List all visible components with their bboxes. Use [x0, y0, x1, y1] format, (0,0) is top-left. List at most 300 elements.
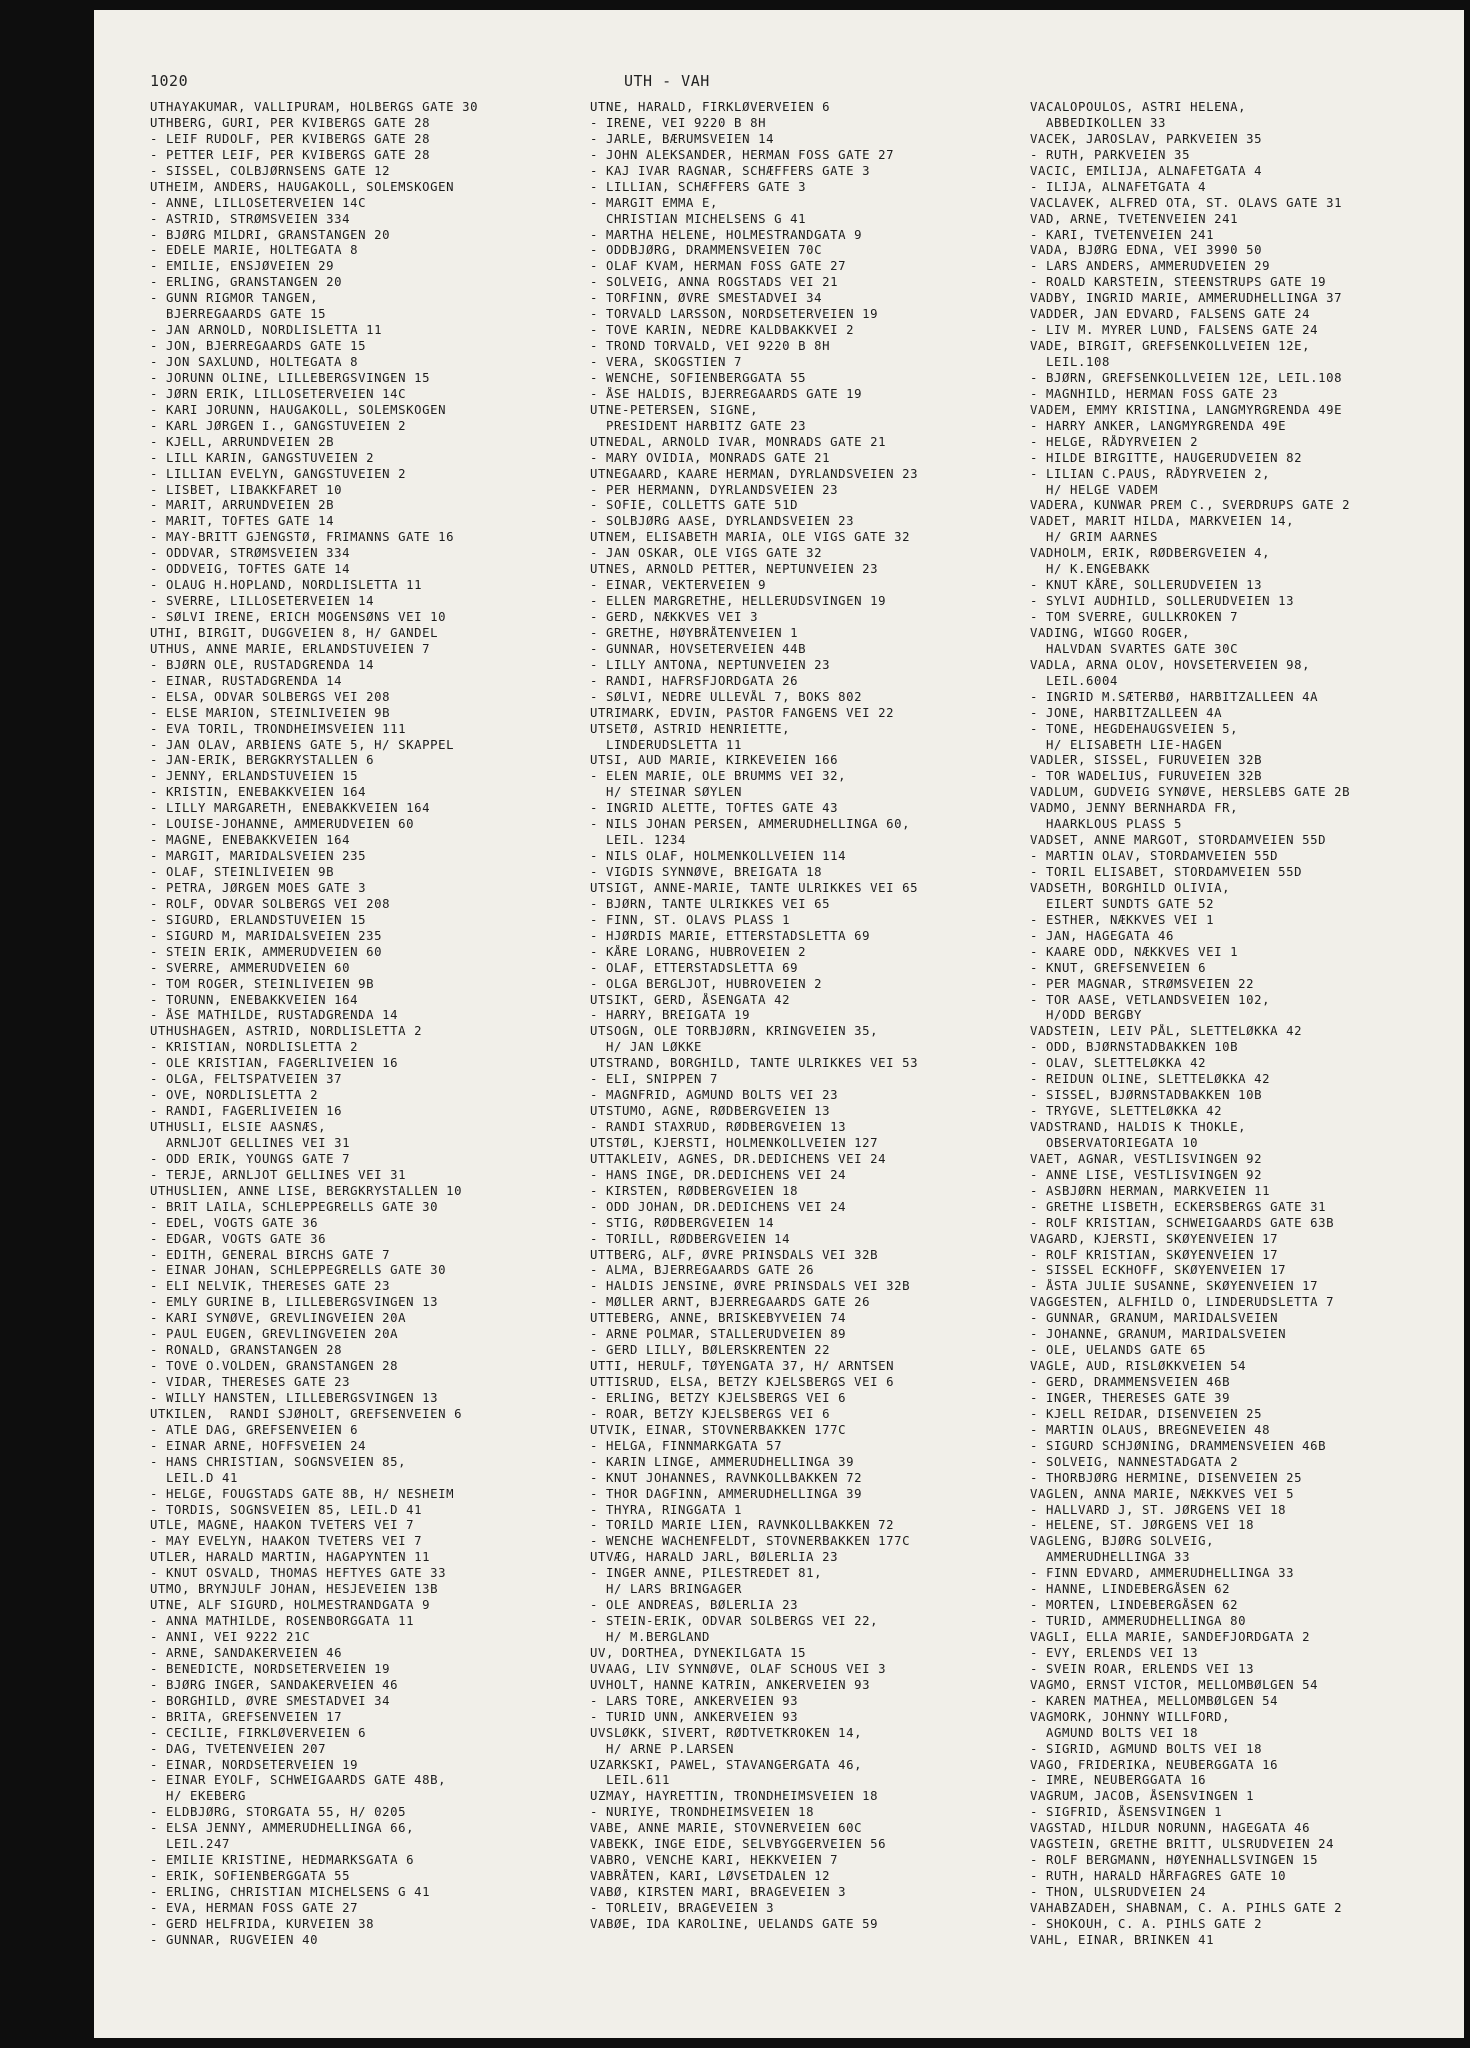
directory-entry: - HJØRDIS MARIE, ETTERSTADSLETTA 69 — [590, 928, 871, 943]
directory-entry: UTNEGAARD, KAARE HERMAN, DYRLANDSVEIEN 23 — [590, 466, 919, 481]
directory-entry: - GRETHE, HØYBRÅTENVEIEN 1 — [590, 625, 799, 640]
directory-entry: - OLE KRISTIAN, FAGERLIVEIEN 16 — [150, 1056, 399, 1071]
directory-entry: - BJØRN OLE, RUSTADGRENDA 14 — [150, 657, 375, 672]
directory-entry: - INGER, THERESES GATE 39 — [1030, 1390, 1231, 1405]
directory-entry: - SISSEL, BJØRNSTADBAKKEN 10B — [1030, 1088, 1263, 1103]
directory-entry: UZARKSKI, PAWEL, STAVANGERGATA 46, — [590, 1757, 863, 1772]
directory-entry: UVHOLT, HANNE KATRIN, ANKERVEIEN 93 — [590, 1677, 871, 1692]
directory-entry: - ANNI, VEI 9222 21C — [150, 1630, 311, 1644]
directory-entry: VAGGESTEN, ALFHILD O, LINDERUDSLETTA 7 — [1030, 1295, 1335, 1310]
directory-entry: - VERA, SKOGSTIEN 7 — [590, 355, 743, 369]
directory-entry: H/ ELISABETH LIE-HAGEN — [1030, 737, 1223, 752]
directory-entry: UTSIKT, GERD, ÅSENGATA 42 — [590, 992, 791, 1007]
directory-entry: - REIDUN OLINE, SLETTELØKKA 42 — [1030, 1072, 1271, 1087]
directory-entry: VADHOLM, ERIK, RØDBERGVEIEN 4, — [1030, 546, 1271, 561]
directory-entry: - EDELE MARIE, HOLTEGATA 8 — [150, 243, 359, 258]
directory-entry: - GERD LILLY, BØLERSKRENTEN 22 — [590, 1343, 831, 1358]
directory-entry: - OLE ANDREAS, BØLERLIA 23 — [590, 1598, 799, 1613]
directory-entry: VADING, WIGGO ROGER, — [1030, 625, 1191, 640]
directory-entry: VACALOPOULOS, ASTRI HELENA, — [1030, 100, 1247, 114]
directory-entry: VAD, ARNE, TVETENVEIEN 241 — [1030, 211, 1239, 226]
directory-entry: - LEIF RUDOLF, PER KVIBERGS GATE 28 — [150, 131, 431, 146]
directory-entry: - EINAR, NORDSETERVEIEN 19 — [150, 1757, 359, 1772]
directory-entry: - ROAR, BETZY KJELSBERGS VEI 6 — [590, 1406, 831, 1421]
directory-entry: VADSETH, BORGHILD OLIVIA, — [1030, 880, 1231, 895]
directory-entry: - ROALD KARSTEIN, STEENSTRUPS GATE 19 — [1030, 275, 1327, 290]
directory-entry: - KNUT KÅRE, SOLLERUDVEIEN 13 — [1030, 578, 1263, 593]
directory-entry: - ELSA JENNY, AMMERUDHELLINGA 66, — [150, 1821, 415, 1836]
directory-entry: - THYRA, RINGGATA 1 — [590, 1502, 743, 1517]
directory-entry: - EINAR, RUSTADGRENDA 14 — [150, 673, 343, 688]
directory-entry: - NILS OLAF, HOLMENKOLLVEIEN 114 — [590, 849, 847, 864]
directory-entry: - OLAF, ETTERSTADSLETTA 69 — [590, 960, 799, 975]
directory-entry: - ERLING, GRANSTANGEN 20 — [150, 275, 343, 290]
directory-entry: ARNLJOT GELLINES VEI 31 — [150, 1135, 351, 1150]
running-head: UTH - VAH — [624, 72, 710, 90]
directory-entry: - STEIN-ERIK, ODVAR SOLBERGS VEI 22, — [590, 1614, 879, 1629]
directory-entry: - LARS ANDERS, AMMERUDVEIEN 29 — [1030, 259, 1271, 274]
directory-entry: - HELGA, FINNMARKGATA 57 — [590, 1438, 783, 1453]
directory-entry: - HILDE BIRGITTE, HAUGERUDVEIEN 82 — [1030, 450, 1303, 465]
directory-entry: - BENEDICTE, NORDSETERVEIEN 19 — [150, 1661, 391, 1676]
directory-entry: LEIL.611 — [590, 1773, 671, 1788]
directory-entry: - KARI SYNØVE, GREVLINGVEIEN 20A — [150, 1311, 407, 1326]
directory-entry: - ELLEN MARGRETHE, HELLERUDSVINGEN 19 — [590, 594, 887, 609]
directory-entry: - SØLVI IRENE, ERICH MOGENSØNS VEI 10 — [150, 610, 447, 624]
directory-entry: - HELGE, FOUGSTADS GATE 8B, H/ NESHEIM — [150, 1486, 455, 1501]
directory-entry: - EMILIE KRISTINE, HEDMARKSGATA 6 — [150, 1853, 415, 1868]
directory-entry: - SVERRE, AMMERUDVEIEN 60 — [150, 960, 351, 975]
directory-entry: VADET, MARIT HILDA, MARKVEIEN 14, — [1030, 514, 1295, 529]
directory-entry: - ODDVEIG, TOFTES GATE 14 — [150, 562, 351, 577]
directory-entry: VADLA, ARNA OLOV, HOVSETERVEIEN 98, — [1030, 657, 1311, 672]
directory-entry: - MARGIT, MARIDALSVEIEN 235 — [150, 849, 367, 864]
directory-entry: - OLGA, FELTSPATVEIEN 37 — [150, 1072, 343, 1087]
directory-entry: - EMLY GURINE B, LILLEBERGSVINGEN 13 — [150, 1295, 439, 1310]
directory-entry: - WILLY HANSTEN, LILLEBERGSVINGEN 13 — [150, 1390, 439, 1405]
directory-entry: - ROLF KRISTIAN, SCHWEIGAARDS GATE 63B — [1030, 1215, 1335, 1230]
directory-entry: PRESIDENT HARBITZ GATE 23 — [590, 418, 807, 433]
directory-entry: - KAARE ODD, NÆKKVES VEI 1 — [1030, 944, 1239, 959]
directory-entry: VABRO, VENCHE KARI, HEKKVEIEN 7 — [590, 1853, 839, 1868]
directory-entry: - ILIJA, ALNAFETGATA 4 — [1030, 179, 1207, 194]
listing-column-3 — [1030, 100, 1460, 1949]
directory-entry: - TOM SVERRE, GULLKROKEN 7 — [1030, 610, 1239, 624]
directory-entry: - MAGNE, ENEBAKKVEIEN 164 — [150, 833, 351, 848]
directory-entry: - STEIN ERIK, AMMERUDVEIEN 60 — [150, 944, 383, 959]
directory-entry: - ÅSE HALDIS, BJERREGAARDS GATE 19 — [590, 386, 863, 401]
directory-entry: - KARI, TVETENVEIEN 241 — [1030, 227, 1215, 242]
directory-entry: H/ STEINAR SØYLEN — [590, 785, 743, 800]
directory-entry: - SOFIE, COLLETTS GATE 51D — [590, 498, 799, 513]
directory-entry: - TOVE KARIN, NEDRE KALDBAKKVEI 2 — [590, 323, 855, 338]
directory-entry: - JAN, HAGEGATA 46 — [1030, 928, 1175, 943]
directory-entry: VADA, BJØRG EDNA, VEI 3990 50 — [1030, 243, 1263, 258]
directory-entry: - TOR WADELIUS, FURUVEIEN 32B — [1030, 769, 1263, 784]
directory-entry: AMMERUDHELLINGA 33 — [1030, 1550, 1191, 1565]
directory-entry: LEIL.247 — [150, 1837, 231, 1852]
directory-entry: - JAN OLAV, ARBIENS GATE 5, H/ SKAPPEL — [150, 737, 455, 752]
directory-entry: - TORILD MARIE LIEN, RAVNKOLLBAKKEN 72 — [590, 1518, 895, 1533]
directory-entry: - ODD JOHAN, DR.DEDICHENS VEI 24 — [590, 1199, 847, 1214]
directory-entry: - LISBET, LIBAKKFARET 10 — [150, 482, 343, 497]
directory-entry: VAGMORK, JOHNNY WILLFORD, — [1030, 1709, 1231, 1724]
directory-entry: - TOR AASE, VETLANDSVEIEN 102, — [1030, 992, 1271, 1007]
directory-page — [94, 10, 1464, 2038]
directory-entry: - IMRE, NEUBERGGATA 16 — [1030, 1773, 1207, 1788]
directory-entry: VADBY, INGRID MARIE, AMMERUDHELLINGA 37 — [1030, 291, 1343, 306]
directory-entry: - NURIYE, TRONDHEIMSVEIEN 18 — [590, 1805, 815, 1820]
directory-entry: - TORFINN, ØVRE SMESTADVEI 34 — [590, 291, 823, 306]
directory-entry: - FINN, ST. OLAVS PLASS 1 — [590, 912, 791, 927]
directory-entry: - LOUISE-JOHANNE, AMMERUDVEIEN 60 — [150, 817, 415, 832]
directory-entry: UTHEIM, ANDERS, HAUGAKOLL, SOLEMSKOGEN — [150, 179, 455, 194]
directory-entry: - ODDBJØRG, DRAMMENSVEIEN 70C — [590, 243, 823, 258]
directory-entry: - INGRID M.SÆTERBØ, HARBITZALLEEN 4A — [1030, 689, 1319, 704]
directory-entry: UTLER, HARALD MARTIN, HAGAPYNTEN 11 — [150, 1550, 431, 1565]
directory-entry: UTHUSHAGEN, ASTRID, NORDLISLETTA 2 — [150, 1024, 423, 1039]
directory-entry: - TERJE, ARNLJOT GELLINES VEI 31 — [150, 1167, 407, 1182]
directory-entry: - LILL KARIN, GANGSTUVEIEN 2 — [150, 450, 375, 465]
directory-entry: UTHUS, ANNE MARIE, ERLANDSTUVEIEN 7 — [150, 641, 431, 656]
directory-entry: - GERD HELFRIDA, KURVEIEN 38 — [150, 1916, 375, 1931]
directory-entry: - PER MAGNAR, STRØMSVEIEN 22 — [1030, 976, 1255, 991]
directory-entry: - GERD, NÆKKVES VEI 3 — [590, 610, 759, 624]
directory-entry: - TOM ROGER, STEINLIVEIEN 9B — [150, 976, 375, 991]
directory-entry: - ODD, BJØRNSTADBAKKEN 10B — [1030, 1040, 1239, 1055]
directory-entry: OBSERVATORIEGATA 10 — [1030, 1135, 1199, 1150]
directory-entry: - RONALD, GRANSTANGEN 28 — [150, 1343, 343, 1358]
directory-entry: - ELI, SNIPPEN 7 — [590, 1072, 719, 1087]
directory-entry: - ODDVAR, STRØMSVEIEN 334 — [150, 546, 351, 561]
directory-entry: UTNE, ALF SIGURD, HOLMESTRANDGATA 9 — [150, 1598, 431, 1613]
directory-entry: - ROLF, ODVAR SOLBERGS VEI 208 — [150, 896, 391, 911]
directory-entry: - ELDBJØRG, STORGATA 55, H/ 0205 — [150, 1805, 407, 1820]
directory-entry: - KAJ IVAR RAGNAR, SCHÆFFERS GATE 3 — [590, 163, 871, 178]
directory-entry: H/ ARNE P.LARSEN — [590, 1741, 735, 1756]
directory-entry: UTNE, HARALD, FIRKLØVERVEIEN 6 — [590, 100, 831, 114]
directory-entry: - OLGA BERGLJOT, HUBROVEIEN 2 — [590, 976, 823, 991]
directory-entry: H/ LARS BRINGAGER — [590, 1582, 743, 1597]
directory-entry: - THOR DAGFINN, AMMERUDHELLINGA 39 — [590, 1486, 863, 1501]
directory-entry: - EINAR, VEKTERVEIEN 9 — [590, 578, 767, 593]
directory-entry: VAGSTEIN, GRETHE BRITT, ULSRUDVEIEN 24 — [1030, 1837, 1335, 1852]
directory-entry: - HARRY, BREIGATA 19 — [590, 1008, 751, 1023]
directory-entry: H/ GRIM AARNES — [1030, 530, 1159, 545]
directory-entry: - TONE, HEGDEHAUGSVEIEN 5, — [1030, 721, 1239, 736]
directory-entry: - EINAR EYOLF, SCHWEIGAARDS GATE 48B, — [150, 1773, 447, 1788]
directory-entry: - KÅRE LORANG, HUBROVEIEN 2 — [590, 944, 807, 959]
directory-entry: UTSIGT, ANNE-MARIE, TANTE ULRIKKES VEI 65 — [590, 880, 919, 895]
directory-entry: LEIL.D 41 — [150, 1470, 239, 1485]
directory-entry: - GUNNAR, RUGVEIEN 40 — [150, 1932, 319, 1947]
directory-entry: UTNES, ARNOLD PETTER, NEPTUNVEIEN 23 — [590, 562, 879, 577]
directory-entry: - ANNA MATHILDE, ROSENBORGGATA 11 — [150, 1614, 415, 1629]
directory-entry: - LILLIAN EVELYN, GANGSTUVEIEN 2 — [150, 466, 407, 481]
directory-entry: - LILLY ANTONA, NEPTUNVEIEN 23 — [590, 657, 831, 672]
directory-entry: - RUTH, HARALD HÅRFAGRES GATE 10 — [1030, 1869, 1287, 1884]
directory-entry: - HANNE, LINDEBERGÅSEN 62 — [1030, 1582, 1231, 1597]
directory-entry: - EINAR JOHAN, SCHLEPPEGRELLS GATE 30 — [150, 1263, 447, 1278]
directory-entry: - GUNN RIGMOR TANGEN, — [150, 291, 319, 306]
directory-entry: - KAREN MATHEA, MELLOMBØLGEN 54 — [1030, 1693, 1279, 1708]
directory-entry: VAHL, EINAR, BRINKEN 41 — [1030, 1932, 1215, 1947]
directory-entry: - SIGURD M, MARIDALSVEIEN 235 — [150, 928, 383, 943]
directory-entry: - BORGHILD, ØVRE SMESTADVEI 34 — [150, 1693, 391, 1708]
directory-entry: VADMO, JENNY BERNHARDA FR, — [1030, 801, 1239, 816]
directory-entry: UVSLØKK, SIVERT, RØDTVETKROKEN 14, — [590, 1725, 863, 1740]
directory-entry: UTTBERG, ALF, ØVRE PRINSDALS VEI 32B — [590, 1247, 879, 1262]
directory-entry: VAHABZADEH, SHABNAM, C. A. PIHLS GATE 2 — [1030, 1900, 1343, 1915]
directory-entry: - SISSEL, COLBJØRNSENS GATE 12 — [150, 163, 391, 178]
directory-entry: - OVE, NORDLISLETTA 2 — [150, 1088, 319, 1103]
directory-entry: CHRISTIAN MICHELSENS G 41 — [590, 211, 807, 226]
directory-entry: - HALLVARD J, ST. JØRGENS VEI 18 — [1030, 1502, 1287, 1517]
directory-entry: LEIL.108 — [1030, 355, 1111, 369]
directory-entry: - HARRY ANKER, LANGMYRGRENDA 49E — [1030, 418, 1287, 433]
directory-entry: - ARNE POLMAR, STALLERUDVEIEN 89 — [590, 1327, 847, 1342]
directory-entry: - WENCHE WACHENFELDT, STOVNERBAKKEN 177C — [590, 1534, 911, 1549]
listing-column-2 — [590, 100, 1020, 1933]
directory-entry: UTRIMARK, EDVIN, PASTOR FANGENS VEI 22 — [590, 705, 895, 720]
directory-entry: - LARS TORE, ANKERVEIEN 93 — [590, 1693, 799, 1708]
directory-entry: - KIRSTEN, RØDBERGVEIEN 18 — [590, 1183, 799, 1198]
directory-entry: - JORUNN OLINE, LILLEBERGSVINGEN 15 — [150, 370, 431, 385]
directory-entry: - EVA, HERMAN FOSS GATE 27 — [150, 1900, 359, 1915]
directory-entry: - MARIT, ARRUNDVEIEN 2B — [150, 498, 335, 513]
directory-entry: - EINAR ARNE, HOFFSVEIEN 24 — [150, 1438, 367, 1453]
directory-entry: - INGER ANNE, PILESTREDET 81, — [590, 1566, 823, 1581]
directory-entry: - KJELL REIDAR, DISENVEIEN 25 — [1030, 1406, 1263, 1421]
directory-entry: HAARKLOUS PLASS 5 — [1030, 817, 1183, 832]
directory-entry: - OLE, UELANDS GATE 65 — [1030, 1343, 1207, 1358]
directory-entry: - RANDI STAXRUD, RØDBERGVEIEN 13 — [590, 1120, 847, 1134]
directory-entry: - RANDI, HAFRSFJORDGATA 26 — [590, 673, 799, 688]
directory-entry: UTHAYAKUMAR, VALLIPURAM, HOLBERGS GATE 30 — [150, 100, 479, 114]
directory-entry: - INGRID ALETTE, TOFTES GATE 43 — [590, 801, 839, 816]
directory-entry: VACLAVEK, ALFRED OTA, ST. OLAVS GATE 31 — [1030, 195, 1343, 210]
directory-entry: - OLAF, STEINLIVEIEN 9B — [150, 865, 335, 879]
directory-entry: - HANS CHRISTIAN, SOGNSVEIEN 85, — [150, 1454, 407, 1469]
directory-entry: - ROLF KRISTIAN, SKØYENVEIEN 17 — [1030, 1247, 1279, 1262]
directory-entry: - ERLING, BETZY KJELSBERGS VEI 6 — [590, 1390, 847, 1405]
directory-entry: - ODD ERIK, YOUNGS GATE 7 — [150, 1151, 351, 1166]
directory-entry: VACEK, JAROSLAV, PARKVEIEN 35 — [1030, 131, 1263, 146]
directory-entry: VAET, AGNAR, VESTLISVINGEN 92 — [1030, 1151, 1263, 1166]
directory-entry: UVAAG, LIV SYNNØVE, OLAF SCHOUS VEI 3 — [590, 1661, 887, 1676]
directory-entry: - ANNE, LILLOSETERVEIEN 14C — [150, 195, 367, 210]
directory-entry: - JAN-ERIK, BERGKRYSTALLEN 6 — [150, 753, 375, 768]
directory-entry: - ALMA, BJERREGAARDS GATE 26 — [590, 1263, 815, 1278]
directory-entry: - PETTER LEIF, PER KVIBERGS GATE 28 — [150, 147, 431, 162]
directory-entry: H/ HELGE VADEM — [1030, 482, 1159, 497]
directory-entry: - SIGFRID, ÅSENSVINGEN 1 — [1030, 1805, 1223, 1820]
directory-entry: VADLER, SISSEL, FURUVEIEN 32B — [1030, 753, 1263, 768]
directory-entry: UTSTUMO, AGNE, RØDBERGVEIEN 13 — [590, 1104, 831, 1119]
directory-entry: - TORILL, RØDBERGVEIEN 14 — [590, 1231, 791, 1246]
directory-entry: - KARIN LINGE, AMMERUDHELLINGA 39 — [590, 1454, 855, 1469]
directory-entry: - JONE, HARBITZALLEEN 4A — [1030, 705, 1223, 720]
directory-entry: - DAG, TVETENVEIEN 207 — [150, 1741, 327, 1756]
directory-entry: - STIG, RØDBERGVEIEN 14 — [590, 1215, 775, 1230]
directory-entry: - ANNE LISE, VESTLISVINGEN 92 — [1030, 1167, 1263, 1182]
directory-entry: VADSTEIN, LEIV PÅL, SLETTELØKKA 42 — [1030, 1024, 1303, 1039]
directory-entry: - BJØRG MILDRI, GRANSTANGEN 20 — [150, 227, 391, 242]
directory-entry: - GERD, DRAMMENSVEIEN 46B — [1030, 1375, 1231, 1389]
directory-entry: UTTAKLEIV, AGNES, DR.DEDICHENS VEI 24 — [590, 1151, 887, 1166]
directory-entry: - KNUT OSVALD, THOMAS HEFTYES GATE 33 — [150, 1566, 447, 1581]
directory-entry: - ÅSTA JULIE SUSANNE, SKØYENVEIEN 17 — [1030, 1279, 1319, 1294]
directory-entry: - KARI JORUNN, HAUGAKOLL, SOLEMSKOGEN — [150, 402, 447, 417]
directory-entry: - PER HERMANN, DYRLANDSVEIEN 23 — [590, 482, 839, 497]
directory-entry: VABE, ANNE MARIE, STOVNERVEIEN 60C — [590, 1821, 863, 1836]
directory-entry: - ÅSE MATHILDE, RUSTADGRENDA 14 — [150, 1008, 399, 1023]
directory-entry: UTVÆG, HARALD JARL, BØLERLIA 23 — [590, 1550, 839, 1565]
directory-entry: LINDERUDSLETTA 11 — [590, 737, 743, 752]
directory-entry: - ELI NELVIK, THERESES GATE 23 — [150, 1279, 391, 1294]
directory-entry: - BJØRG INGER, SANDAKERVEIEN 46 — [150, 1677, 399, 1692]
directory-entry: UTSTØL, KJERSTI, HOLMENKOLLVEIEN 127 — [590, 1135, 879, 1150]
directory-entry: - TORLEIV, BRAGEVEIEN 3 — [590, 1900, 775, 1915]
directory-entry: - NILS JOHAN PERSEN, AMMERUDHELLINGA 60, — [590, 817, 911, 832]
directory-entry: - GUNNAR, GRANUM, MARIDALSVEIEN — [1030, 1311, 1279, 1326]
directory-entry: - KRISTIAN, NORDLISLETTA 2 — [150, 1040, 359, 1055]
directory-entry: - SOLVEIG, ANNA ROGSTADS VEI 21 — [590, 275, 839, 290]
directory-entry: - ELSA, ODVAR SOLBERGS VEI 208 — [150, 689, 391, 704]
directory-entry: UTNEM, ELISABETH MARIA, OLE VIGS GATE 32 — [590, 530, 911, 545]
directory-entry: UTSTRAND, BORGHILD, TANTE ULRIKKES VEI 53 — [590, 1056, 919, 1071]
directory-entry: - TORIL ELISABET, STORDAMVEIEN 55D — [1030, 865, 1303, 879]
directory-entry: VADERA, KUNWAR PREM C., SVERDRUPS GATE 2 — [1030, 498, 1351, 513]
directory-entry: UTTISRUD, ELSA, BETZY KJELSBERGS VEI 6 — [590, 1375, 895, 1389]
directory-entry: - ASTRID, STRØMSVEIEN 334 — [150, 211, 351, 226]
directory-entry: - ARNE, SANDAKERVEIEN 46 — [150, 1645, 343, 1660]
directory-entry: - MORTEN, LINDEBERGÅSEN 62 — [1030, 1598, 1239, 1613]
page-number: 1020 — [150, 72, 189, 90]
directory-entry: EILERT SUNDTS GATE 52 — [1030, 896, 1215, 911]
directory-entry: - JOHANNE, GRANUM, MARIDALSVEIEN — [1030, 1327, 1287, 1342]
directory-entry: - MARY OVIDIA, MONRADS GATE 21 — [590, 450, 831, 465]
directory-entry: - IRENE, VEI 9220 B 8H — [590, 115, 767, 130]
directory-entry: - JON, BJERREGAARDS GATE 15 — [150, 339, 367, 354]
directory-entry: - JARLE, BÆRUMSVEIEN 14 — [590, 131, 775, 146]
directory-entry: - TURID, AMMERUDHELLINGA 80 — [1030, 1614, 1247, 1629]
directory-entry: - SOLVEIG, NANNESTADGATA 2 — [1030, 1454, 1239, 1469]
directory-entry: - SHOKOUH, C. A. PIHLS GATE 2 — [1030, 1916, 1263, 1931]
directory-entry: - SIGURD SCHJØNING, DRAMMENSVEIEN 46B — [1030, 1438, 1327, 1453]
directory-entry: VABØ, KIRSTEN MARI, BRAGEVEIEN 3 — [590, 1885, 847, 1899]
directory-entry: VAGLEN, ANNA MARIE, NÆKKVES VEI 5 — [1030, 1486, 1295, 1501]
directory-entry: AGMUND BOLTS VEI 18 — [1030, 1725, 1199, 1740]
directory-entry: VACIC, EMILIJA, ALNAFETGATA 4 — [1030, 163, 1263, 178]
directory-entry: - JAN ARNOLD, NORDLISLETTA 11 — [150, 323, 383, 338]
directory-entry: - ATLE DAG, GREFSENVEIEN 6 — [150, 1422, 359, 1437]
directory-entry: - TROND TORVALD, VEI 9220 B 8H — [590, 339, 831, 354]
directory-entry: - HALDIS JENSINE, ØVRE PRINSDALS VEI 32B — [590, 1279, 911, 1294]
directory-entry: - ERIK, SOFIENBERGGATA 55 — [150, 1869, 351, 1884]
directory-entry: - VIDAR, THERESES GATE 23 — [150, 1375, 351, 1389]
directory-entry: - MARGIT EMMA E, — [590, 195, 719, 210]
directory-entry: UTSI, AUD MARIE, KIRKEVEIEN 166 — [590, 753, 839, 768]
directory-entry: - MAY-BRITT GJENGSTØ, FRIMANNS GATE 16 — [150, 530, 455, 545]
directory-entry: BJERREGAARDS GATE 15 — [150, 307, 327, 322]
directory-entry: - ELSE MARION, STEINLIVEIEN 9B — [150, 705, 391, 720]
directory-entry: - BRITA, GREFSENVEIEN 17 — [150, 1709, 343, 1724]
directory-entry: ABBEDIKOLLEN 33 — [1030, 115, 1167, 130]
directory-entry: - MARIT, TOFTES GATE 14 — [150, 514, 335, 529]
directory-entry: - BRIT LAILA, SCHLEPPEGRELLS GATE 30 — [150, 1199, 439, 1214]
directory-entry: - RANDI, FAGERLIVEIEN 16 — [150, 1104, 343, 1119]
directory-entry: UZMAY, HAYRETTIN, TRONDHEIMSVEIEN 18 — [590, 1789, 879, 1804]
directory-entry: - GUNNAR, HOVSETERVEIEN 44B — [590, 641, 807, 656]
directory-entry: - JENNY, ERLANDSTUVEIEN 15 — [150, 769, 359, 784]
directory-entry: UTSOGN, OLE TORBJØRN, KRINGVEIEN 35, — [590, 1024, 879, 1039]
directory-entry: - PETRA, JØRGEN MOES GATE 3 — [150, 880, 367, 895]
directory-entry: - JØRN ERIK, LILLOSETERVEIEN 14C — [150, 386, 407, 401]
directory-entry: UTLE, MAGNE, HAAKON TVETERS VEI 7 — [150, 1518, 415, 1533]
directory-entry: - VIGDIS SYNNØVE, BREIGATA 18 — [590, 865, 823, 879]
directory-entry: - TORVALD LARSSON, NORDSETERVEIEN 19 — [590, 307, 879, 322]
directory-entry: - HANS INGE, DR.DEDICHENS VEI 24 — [590, 1167, 847, 1182]
directory-entry: VABEKK, INGE EIDE, SELVBYGGERVEIEN 56 — [590, 1837, 887, 1852]
directory-entry: - MAGNFRID, AGMUND BOLTS VEI 23 — [590, 1088, 839, 1103]
directory-entry: - TURID UNN, ANKERVEIEN 93 — [590, 1709, 799, 1724]
directory-entry: - ESTHER, NÆKKVES VEI 1 — [1030, 912, 1215, 927]
directory-entry: VAGO, FRIDERIKA, NEUBERGGATA 16 — [1030, 1757, 1279, 1772]
directory-entry: - KJELL, ARRUNDVEIEN 2B — [150, 434, 335, 449]
directory-entry: - RUTH, PARKVEIEN 35 — [1030, 147, 1191, 162]
directory-entry: - OLAUG H.HOPLAND, NORDLISLETTA 11 — [150, 578, 423, 593]
directory-entry: - EDITH, GENERAL BIRCHS GATE 7 — [150, 1247, 391, 1262]
directory-entry: - LILIAN C.PAUS, RÅDYRVEIEN 2, — [1030, 466, 1271, 481]
directory-entry: VAGLENG, BJØRG SOLVEIG, — [1030, 1534, 1215, 1549]
directory-entry: - HELENE, ST. JØRGENS VEI 18 — [1030, 1518, 1255, 1533]
directory-entry: - WENCHE, SOFIENBERGGATA 55 — [590, 370, 807, 385]
directory-entry: - ERLING, CHRISTIAN MICHELSENS G 41 — [150, 1885, 431, 1899]
directory-entry: H/ M.BERGLAND — [590, 1630, 711, 1644]
directory-entry: - SVERRE, LILLOSETERVEIEN 14 — [150, 594, 375, 609]
directory-entry: LEIL. 1234 — [590, 833, 687, 848]
directory-entry: - MARTIN OLAUS, BREGNEVEIEN 48 — [1030, 1422, 1271, 1437]
directory-entry: - JON SAXLUND, HOLTEGATA 8 — [150, 355, 359, 369]
directory-entry: H/ K.ENGEBAKK — [1030, 562, 1151, 577]
directory-entry: UTHUSLIEN, ANNE LISE, BERGKRYSTALLEN 10 — [150, 1183, 463, 1198]
directory-entry: - SISSEL ECKHOFF, SKØYENVEIEN 17 — [1030, 1263, 1287, 1278]
directory-entry: VAGARD, KJERSTI, SKØYENVEIEN 17 — [1030, 1231, 1279, 1246]
directory-entry: - OLAF KVAM, HERMAN FOSS GATE 27 — [590, 259, 847, 274]
directory-entry: VAGRUM, JACOB, ÅSENSVINGEN 1 — [1030, 1789, 1255, 1804]
directory-entry: - HELGE, RÅDYRVEIEN 2 — [1030, 434, 1199, 449]
directory-entry: VADSET, ANNE MARGOT, STORDAMVEIEN 55D — [1030, 833, 1327, 848]
directory-entry: - BJØRN, GREFSENKOLLVEIEN 12E, LEIL.108 — [1030, 370, 1343, 385]
directory-entry: - GRETHE LISBETH, ECKERSBERGS GATE 31 — [1030, 1199, 1327, 1214]
directory-entry: - KNUT JOHANNES, RAVNKOLLBAKKEN 72 — [590, 1470, 863, 1485]
directory-entry: - LILLIAN, SCHÆFFERS GATE 3 — [590, 179, 807, 194]
directory-entry: - MARTHA HELENE, HOLMESTRANDGATA 9 — [590, 227, 863, 242]
directory-entry: - ELEN MARIE, OLE BRUMMS VEI 32, — [590, 769, 847, 784]
directory-entry: UTNEDAL, ARNOLD IVAR, MONRADS GATE 21 — [590, 434, 887, 449]
directory-entry: - EVA TORIL, TRONDHEIMSVEIEN 111 — [150, 721, 407, 736]
listing-column-1 — [150, 100, 580, 1949]
directory-entry: - EMILIE, ENSJØVEIEN 29 — [150, 259, 335, 274]
directory-entry: VAGLI, ELLA MARIE, SANDEFJORDGATA 2 — [1030, 1630, 1311, 1644]
directory-entry: - KNUT, GREFSENVEIEN 6 — [1030, 960, 1207, 975]
directory-entry: VAGSTAD, HILDUR NORUNN, HAGEGATA 46 — [1030, 1821, 1311, 1836]
directory-entry: LEIL.6004 — [1030, 673, 1119, 688]
directory-entry: - EVY, ERLENDS VEI 13 — [1030, 1645, 1199, 1660]
directory-entry: - LIV M. MYRER LUND, FALSENS GATE 24 — [1030, 323, 1319, 338]
directory-entry: - EDGAR, VOGTS GATE 36 — [150, 1231, 327, 1246]
